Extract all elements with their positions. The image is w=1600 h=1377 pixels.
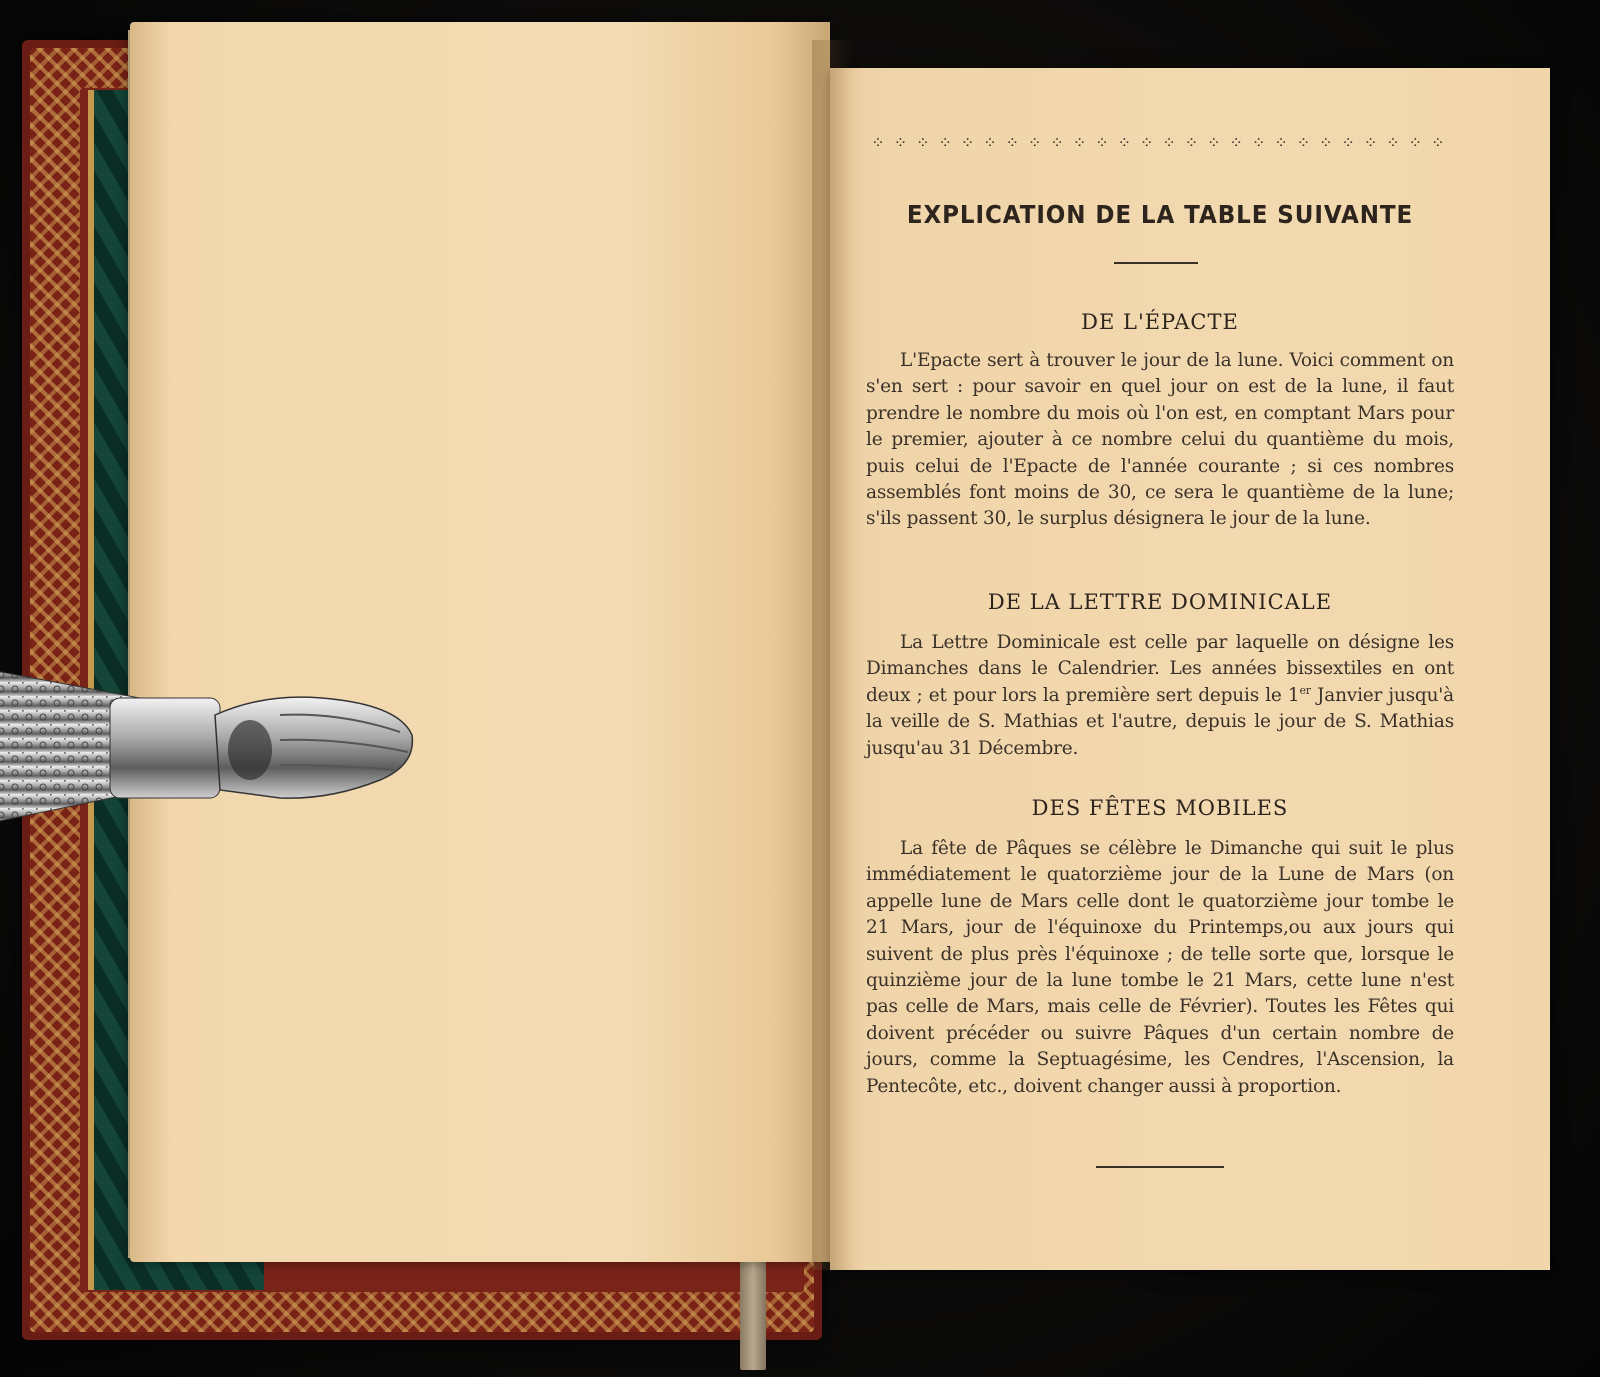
ornament-glyph: ⁘ — [1028, 133, 1042, 152]
book-gutter — [812, 40, 852, 1270]
ornament-glyph: ⁘ — [1072, 133, 1087, 152]
ornament-glyph: ⁘ — [1386, 133, 1400, 152]
ornament-glyph: ⁘ — [1207, 133, 1221, 152]
section-heading-lettre-dominicale: DE LA LETTRE DOMINICALE — [987, 590, 1333, 614]
title-rule — [1114, 262, 1198, 264]
pointer-cuff — [110, 698, 220, 798]
section-heading-fetes-mobiles: DES FÊTES MOBILES — [1031, 796, 1289, 820]
ornament-glyph: ⁘ — [1251, 133, 1266, 152]
ornament-glyph: ⁘ — [1274, 133, 1288, 152]
ornament-glyph: ⁘ — [938, 133, 952, 152]
ornament-glyph: ⁘ — [1431, 133, 1445, 152]
ornament-glyph: ⁘ — [1005, 133, 1020, 152]
ornament-glyph: ⁘ — [1184, 133, 1199, 152]
closing-rule — [1096, 1166, 1224, 1168]
ornament-glyph: ⁘ — [1341, 133, 1355, 152]
ornament-glyph: ⁘ — [1408, 133, 1423, 152]
ornament-glyph: ⁘ — [1319, 133, 1333, 152]
ornament-border — [868, 128, 1448, 158]
silver-page-pointer — [0, 640, 430, 840]
paragraph-lettre-part-2: Janvier jusqu'à la veille de S. Mathias et l'autre, depuis le jour de S. Mathias jusqu'au 31 Décembre. — [866, 684, 1454, 759]
ornament-glyph: ⁘ — [1117, 133, 1131, 152]
ornament-glyph: ⁘ — [1139, 133, 1154, 152]
paragraph-epacte: L'Epacte sert à trouver le jour de la lune. Voici comment on s'en sert : pour savoir en quel jour on est de la lune, il faut prendre le nombre du mois où l'on est, en comptant Mars pour le premier, ajouter à ce nombre celui du quantième du mois, puis celui de l'Epacte de l'année courante ; si ces nombres assemblés font moins de 30, ce sera le quantième de la lune; s'ils passent 30, le surplus désignera le jour de la lune. — [866, 350, 1454, 530]
paragraph-lettre-part-1: La Lettre Dominicale est celle par laquelle on désigne les Dimanches dans le Calendrier. Les années bissextiles en ont deux ; et pour lors la première sert depuis le 1 — [866, 632, 1454, 706]
ornament-glyph: ⁘ — [1162, 133, 1176, 152]
ornament-glyph: ⁘ — [1095, 133, 1109, 152]
page-title: EXPLICATION DE LA TABLE SUIVANTE — [906, 200, 1414, 229]
ornament-glyph: ⁘ — [1050, 133, 1064, 152]
ornament-glyph: ⁘ — [1363, 133, 1378, 152]
paragraph-lettre-dominicale — [866, 630, 1454, 762]
section-heading-epacte: DE L'ÉPACTE — [1081, 310, 1239, 334]
superscript-er: er — [1299, 683, 1311, 697]
pointer-hand-shadow — [228, 720, 272, 780]
ornament-glyph: ⁘ — [960, 133, 975, 152]
ornament-glyph: ⁘ — [983, 133, 997, 152]
ornament-glyph: ⁘ — [1296, 133, 1311, 152]
ribbon-bookmark — [740, 1260, 766, 1370]
paragraph-fetes-mobiles: La fête de Pâques se célèbre le Dimanche qui suit le plus immédiatement le quatorzième jour de la Lune de Mars (on appelle lune de Mars celle dont le quatorzième jour tombe le 21 Mars, jour de l'équinoxe du Printemps,ou aux jours qui suivent de plus près l'équinoxe ; de telle sorte que, lorsque le quinzième jour de la lune tombe le 21 Mars, cette lune n'est pas celle de Mars, mais celle de Février). Toutes les Fêtes qui doivent précéder ou suivre Pâques d'un certain nombre de jours, comme la Septuagésime, les Cendres, l'Ascension, la Pentecôte, etc., doivent changer aussi à proportion. — [866, 838, 1454, 1097]
ornament-glyph: ⁘ — [871, 133, 885, 152]
ornament-glyph: ⁘ — [893, 133, 908, 152]
ornament-glyph: ⁘ — [916, 133, 930, 152]
ornament-glyph: ⁘ — [1229, 133, 1243, 152]
